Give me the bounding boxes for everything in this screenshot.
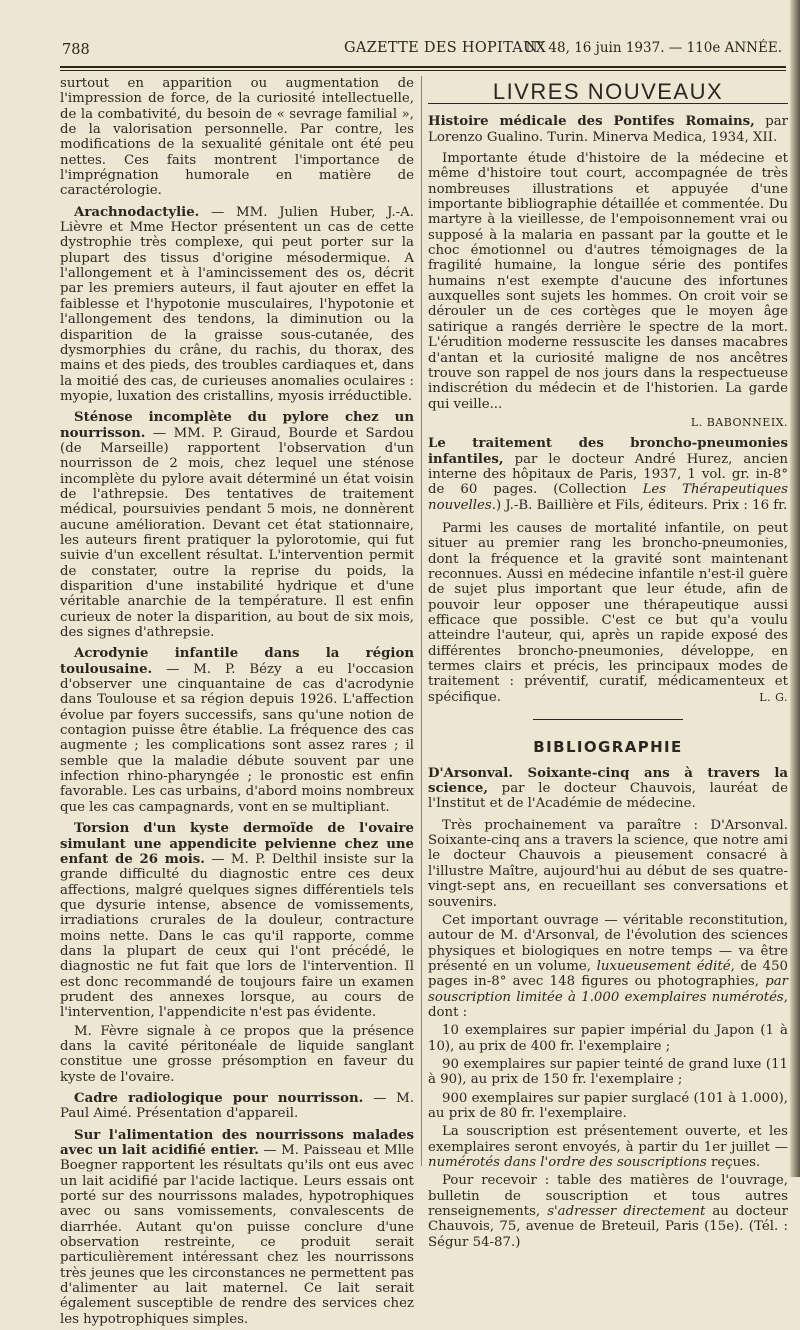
- header-rule: [60, 66, 786, 68]
- article-acrodynie: [60, 646, 414, 815]
- article-body: — MM. Julien Huber, J.-A. Lièvre et Mme Hector présentent un cas de cette dystrophie très complexe, qui peut porter sur la plupart des tissus d'origine mésodermique. A l'allongement et à l'amincissement des os, décrit par les premiers auteurs, il faut ajouter en effet la faiblesse et l'hypotonie musculaires, l'hypotonie et l'allongement des tendons, la diminution ou la disparition de la graisse sous-cutanée, des dysmorphies du crâne, du rachis, du thorax, des mains et des pieds, des troubles cardiaques et, dans la moitié des cas, de curieuses anomalies oculaires : myopie, luxation des cristallins, myosis irréductible.: [60, 204, 414, 404]
- book-meta: par le docteur Chauvois, lauréat de l'Institut et de l'Académie de médecine.: [428, 781, 788, 812]
- bibliography-paragraph: [428, 913, 788, 1020]
- text-run: , dont :: [428, 989, 788, 1020]
- review-signature: L. BABONNEIX.: [690, 415, 788, 429]
- article-stenose: [60, 410, 414, 640]
- section-heading-bibliographie: BIBLIOGRAPHIE: [533, 738, 683, 757]
- text-run: , de 450 pages in-8° avec 148 figures ou photographies,: [428, 958, 788, 990]
- text-italic: s'adresser directement: [547, 1204, 706, 1220]
- page-number: 788: [62, 42, 90, 58]
- article-body: — M. Paul Aimé. Présentation d'appareil.: [60, 1091, 414, 1122]
- edition-line: 10 exemplaires sur papier impérial du Japon (1 à 10), au prix de 400 fr. l'exemplaire ;: [428, 1023, 788, 1054]
- bibliography-paragraph: [428, 1124, 788, 1170]
- text-italic: numérotés dans l'ordre des souscriptions: [428, 1155, 707, 1170]
- column-separator: [421, 76, 422, 1166]
- article-title: Sur l'alimentation des nourrissons malades avec un lait acidifié entier.: [60, 1127, 414, 1159]
- book-title: Le traitement des broncho-pneumonies infantiles,: [428, 436, 788, 467]
- text-run: La souscription est présentement ouverte, et les exemplaires seront envoyés, à partir du 1er juillet —: [428, 1124, 788, 1155]
- text-italic: par souscription limitée à 1.000 exemplaires numérotés: [428, 974, 788, 1005]
- article-arachnodactylie: [60, 205, 414, 404]
- article-cadre-radiologique: [60, 1091, 414, 1122]
- right-column: [428, 76, 788, 1253]
- article-title: Cadre radiologique pour nourrisson.: [74, 1091, 364, 1106]
- article-title: Torsion d'un kyste dermoïde de l'ovaire simulant une appendicite pelvienne chez une enfant de 26 mois.: [60, 821, 414, 867]
- book-review-body: Importante étude d'histoire de la médecine et même d'histoire tout court, accompagnée de très nombreuses illustrations et appuyée d'une importante bibliographie détaillée et commentée. Du martyre à la vieillesse, de l'empoisonnement vrai ou supposé à la malaria en passant par la goutte et le choc émotionnel ou d'autres témoignages de la fragilité humaine, la longue série des pontifes humains n'est exempte d'aucune des infortunes auxquelles sont sujets les hommes. On croit voir se dérouler un de ces cortèges que le moyen âge satirique a rangés derrière le spectre de la mort. L'érudition moderne ressuscite les danses macabres d'antan et la curiosité maligne de nos ancêtres trouve son rappel de nos jours dans la respectueuse indiscrétion du médecin et de l'historien. La garde qui veille...: [428, 151, 788, 412]
- book-meta: par Lorenzo Gualino. Turin. Minerva Medica, 1934, XII.: [428, 114, 788, 145]
- text-run: au docteur Chauvois, 75, avenue de Breteuil, Paris (15e). (Tél. : Ségur 54-87.): [428, 1204, 789, 1250]
- page-header: [62, 38, 782, 62]
- article-body: — MM. P. Giraud, Bourde et Sardou (de Marseille) rapportent l'observation d'un nourrisson de 2 mois, chez lequel une sténose incomplète du pylore avait déterminé un état voisin de l'athrepsie. Des tentatives de traitement médical, poursuivies pendant 5 mois, ne donnèrent aucune amélioration. Devant cet état stationnaire, les auteurs firent pratiquer la pylorotomie, qui fut suivie d'un excellent résultat. L'intervention permit de constater, outre la reprise du poids, la disparition d'une instabilité hydrique et d'une véritable anarchie de la température. Il est enfin curieux de noter la disparition, au bout de six mois, des signes d'athrepsie.: [60, 425, 414, 641]
- bibliography-paragraph: Très prochainement va paraître : D'Arsonval. Soixante-cinq ans a travers la science, que notre ami le docteur Chauvois a pieusement consacré à l'illustre Maître, aujourd'hui au début de ses quatre-vingt-sept ans, en recueillant ses conversations et souvenirs.: [428, 817, 788, 910]
- book-entry-title: [428, 436, 788, 513]
- text-run: Cet important ouvrage — véritable reconstitution, autour de M. d'Arsonval, de l'évolution des sciences physiques et biologiques en notre temps — va être présenté en un volume,: [428, 912, 788, 974]
- section-heading-livres: LIVRES NOUVEAUX: [428, 84, 788, 104]
- bibliography-entry-title: [428, 766, 788, 812]
- book-review-body: Parmi les causes de mortalité infantile, on peut situer au premier rang les broncho-pneumonies, dont la fréquence et la gravité sont maintenant reconnues. Aussi en médecine infantile n'est-il guère de sujet plus important que leur étude, afin de pouvoir leur opposer une thérapeutique aussi efficace que possible. C'est ce but qu'a voulu atteindre l'auteur, qui, après un rapide exposé des différentes broncho-pneumonies, développe, en termes clairs et précis, les principaux modes de traitement : préventif, curatif, médicamenteux et spécifique.: [428, 520, 788, 705]
- header-rule-thin: [60, 70, 786, 71]
- article-alimentation: [60, 1128, 414, 1327]
- journal-title: GAZETTE DES HOPITAUX: [344, 40, 547, 56]
- section-divider: [533, 719, 683, 720]
- review-signature: L. G.: [759, 691, 788, 705]
- book-entry-title: [428, 114, 788, 145]
- article-torsion-kyste: [60, 821, 414, 1020]
- book-meta: par le docteur André Hurez, ancien interne des hôpitaux de Paris, 1937, 1 vol. gr. in-8° de 60 pages. (Collection: [428, 451, 788, 498]
- article-body: — M. Paisseau et Mlle Boegner rapportent les résultats qu'ils ont eus avec un lait acidifié par l'acide lactique. Leurs essais ont porté sur des nourrissons malades, hypotrophiques avec ou sans vomissements, convalescents de diarrhée. Autant qu'on puisse conclure d'une observation restreinte, ce produit serait particulièrement intéressant chez les nourrissons très jeunes que les circonstances ne permettent pas d'alimenter au lait maternel. Ce lait serait également susceptible de rendre des services chez les hypotrophiques simples.: [60, 1143, 414, 1327]
- article-title: Sténose incomplète du pylore chez un nourrisson.: [60, 410, 414, 441]
- text-run: reçues.: [706, 1155, 761, 1170]
- issue-line: N° 48, 16 juin 1937. — 110e ANNÉE.: [525, 40, 782, 56]
- book-title: Histoire médicale des Pontifes Romains,: [428, 114, 755, 130]
- book-meta: ) J.-B. Baillière et Fils, éditeurs. Prix : 16 fr.: [495, 497, 788, 513]
- article-body-continued: M. Fèvre signale à ce propos que la présence dans la cavité péritonéale de liquide sanglant constitue une grosse présomption en faveur du kyste de l'ovaire.: [60, 1023, 414, 1085]
- article-title: Arachnodactylie.: [74, 204, 200, 220]
- article-body: — M. P. Delthil insiste sur la grande difficulté du diagnostic entre ces deux affections, malgré quelques signes différentiels tels que dysurie intense, absence de vomissements, irradiations crurales de la douleur, contracture moins nette. Dans le cas qu'il rapporte, comme dans la plupart de ceux qui l'ont précédé, le diagnostic ne fut fait que lors de l'intervention. Il est donc recommandé de toujours faire un examen prudent des annexes lorsque, au cours de l'intervention, l'appendicite n'est pas évidente.: [60, 851, 414, 1021]
- page-edge-shadow: [790, 0, 800, 1177]
- article-title: Acrodynie infantile dans la région toulousaine.: [60, 646, 414, 677]
- book-collection: Les Thérapeutiques nouvelles.: [428, 482, 788, 513]
- text-italic: luxueusement édité: [596, 958, 731, 974]
- left-column: [60, 76, 414, 1330]
- text-run: Pour recevoir : table des matières de l'ouvrage, bulletin de souscription et tous autres renseignements,: [428, 1173, 788, 1220]
- edition-line: 900 exemplaires sur papier surglacé (101 à 1.000), au prix de 80 fr. l'exemplaire.: [428, 1090, 788, 1121]
- bibliography-paragraph: [428, 1173, 788, 1250]
- article-body: — M. P. Bézy a eu l'occasion d'observer une cinquantaine de cas d'acrodynie dans Toulouse et sa région depuis 1926. L'affection évolue par foyers successifs, sans qu'une notion de contagion puisse être établie. La fréquence des cas augmente ; les complications sont assez rares ; il semble que la maladie débute souvent par une infection rhino-pharyngée ; le pronostic est enfin favorable. Les cas urbains, d'abord moins nombreux que les cas campagnards, vont en se multipliant.: [60, 661, 414, 815]
- book-title: D'Arsonval. Soixante-cinq ans à travers la science,: [428, 765, 788, 797]
- intro-paragraph: surtout en apparition ou augmentation de l'impression de force, de la curiosité intellectuelle, de la combativité, du besoin de « sevrage familial », de la valorisation personnelle. Par contre, les modifications de la sexualité génitale ont été peu nettes. Ces faits montrent l'importance de l'imprégnation humorale en matière de caractérologie.: [60, 76, 414, 199]
- edition-line: 90 exemplaires sur papier teinté de grand luxe (11 à 90), au prix de 150 fr. l'exemplaire ;: [428, 1056, 788, 1088]
